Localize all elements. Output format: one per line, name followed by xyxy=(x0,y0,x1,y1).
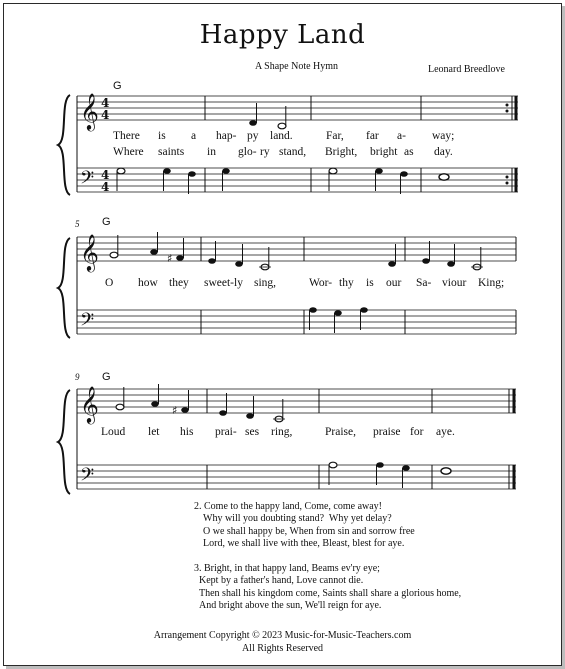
lyric-syllable: glo- xyxy=(238,146,257,158)
lyric-syllable: hap- xyxy=(216,130,237,142)
lyric-syllable: Praise, xyxy=(325,426,356,438)
chord-symbol: G xyxy=(102,216,111,228)
lyric-syllable: a xyxy=(191,130,197,142)
lyric-syllable: thy xyxy=(339,277,354,289)
lyric-syllable: Far, xyxy=(326,130,344,142)
lyric-syllable: King; xyxy=(478,277,505,289)
composer-credit: Leonard Breedlove xyxy=(428,64,505,75)
lyric-syllable: Where xyxy=(113,146,144,158)
lyric-syllable: ry xyxy=(260,146,270,158)
repeat-dots xyxy=(506,104,509,185)
lyric-syllable: is xyxy=(158,130,166,142)
lyric-syllable: Wor- xyxy=(309,277,333,289)
bass-clef-icon: 𝄢 xyxy=(80,168,95,193)
song-subtitle: A Shape Note Hymn xyxy=(255,61,339,72)
lyric-syllable: a- xyxy=(397,130,406,142)
lyric-syllable: sweet-ly xyxy=(204,277,243,289)
lyric-syllable: day. xyxy=(434,146,453,158)
lyric-syllable: sing, xyxy=(254,277,277,289)
sharp-icon: ♯ xyxy=(167,252,173,265)
grand-staff-brace xyxy=(58,95,70,195)
svg-text:4: 4 xyxy=(101,96,110,110)
verse-line: O we shall happy be, When from sin and sorrow free xyxy=(203,525,415,537)
lyric-syllable: O xyxy=(105,277,114,289)
treble-staff xyxy=(77,237,516,261)
lyric-syllable: let xyxy=(148,426,160,438)
rights-notice: All Rights Reserved xyxy=(241,643,324,654)
lyric-syllable: Sa- xyxy=(416,277,432,289)
measure-number: 5 xyxy=(75,219,80,229)
svg-text:4: 4 xyxy=(101,180,110,194)
lyric-syllable: saints xyxy=(158,146,185,158)
treble-staff xyxy=(77,96,518,120)
measure-number: 9 xyxy=(75,372,80,382)
svg-text:4: 4 xyxy=(101,108,110,122)
bass-clef-icon: 𝄢 xyxy=(80,310,95,335)
treble-clef-icon: 𝄞 xyxy=(80,92,99,130)
lyric-syllable: way; xyxy=(432,130,455,142)
bass-notes xyxy=(117,168,449,194)
lyric-syllable: is xyxy=(366,277,374,289)
lyric-syllable: praise xyxy=(373,426,401,438)
bass-notes xyxy=(329,462,451,488)
chord-symbol: G xyxy=(113,80,122,92)
copyright-notice: Arrangement Copyright © 2023 Music-for-Music-Teachers.com xyxy=(153,630,412,641)
lyric-syllable: aye. xyxy=(436,426,455,438)
treble-notes xyxy=(249,103,286,129)
lyric-syllable: for xyxy=(410,426,424,438)
lyric-syllable: they xyxy=(169,277,189,289)
lyric-syllable: our xyxy=(386,277,402,289)
treble-clef-icon: 𝄞 xyxy=(80,385,99,423)
verse-line: 3. Bright, in that happy land, Beams ev'ry eye; xyxy=(194,563,380,574)
song-title: Happy Land xyxy=(199,20,366,50)
lyric-syllable: land. xyxy=(270,130,293,142)
verse-line: Then shall his kingdom come, Saints shall share a glorious home, xyxy=(199,587,462,599)
lyric-syllable: py xyxy=(247,130,259,142)
lyric-syllable: how xyxy=(138,277,158,289)
lyric-syllable: his xyxy=(180,426,194,438)
lyric-syllable: in xyxy=(207,146,216,158)
bass-staff xyxy=(77,168,518,192)
verse-line: And bright above the sun, We'll reign for aye. xyxy=(199,599,382,611)
verse-line: Kept by a father's hand, Love cannot die. xyxy=(199,575,364,587)
grand-staff-brace xyxy=(58,238,70,338)
lyric-syllable: as xyxy=(404,146,414,158)
sharp-icon: ♯ xyxy=(172,404,178,417)
lyric-syllable: viour xyxy=(442,277,467,289)
treble-staff xyxy=(77,389,516,413)
time-signature xyxy=(101,96,109,194)
verse-line: 2. Come to the happy land, Come, come away! xyxy=(194,501,383,512)
lyric-syllable: prai- xyxy=(215,426,237,438)
verse-2 xyxy=(194,501,415,550)
grand-staff-brace xyxy=(58,390,70,494)
bass-notes xyxy=(309,307,368,333)
svg-text:4: 4 xyxy=(101,168,110,182)
lyric-syllable: far xyxy=(366,130,379,142)
lyric-syllable: bright xyxy=(370,146,398,158)
verse-line: Lord, we shall live with thee, Bleast, blest for aye. xyxy=(203,537,405,549)
chord-symbol: G xyxy=(102,371,111,383)
bass-staff xyxy=(77,310,516,334)
lyric-syllable: Bright, xyxy=(325,146,358,158)
lyric-syllable: ring, xyxy=(271,426,293,438)
lyric-syllable: Loud xyxy=(101,426,126,438)
treble-notes xyxy=(116,384,285,422)
verse-3 xyxy=(194,563,461,612)
lyric-syllable: ses xyxy=(245,426,260,438)
barlines xyxy=(201,237,516,334)
verse-line: Why will you doubting stand? Why yet delay? xyxy=(203,513,392,525)
bass-clef-icon: 𝄢 xyxy=(80,465,95,490)
lyric-syllable: stand, xyxy=(279,146,307,158)
treble-clef-icon: 𝄞 xyxy=(80,233,99,271)
lyric-syllable: There xyxy=(113,130,140,142)
barlines xyxy=(205,96,512,192)
treble-notes xyxy=(110,232,483,270)
barlines xyxy=(207,389,509,489)
